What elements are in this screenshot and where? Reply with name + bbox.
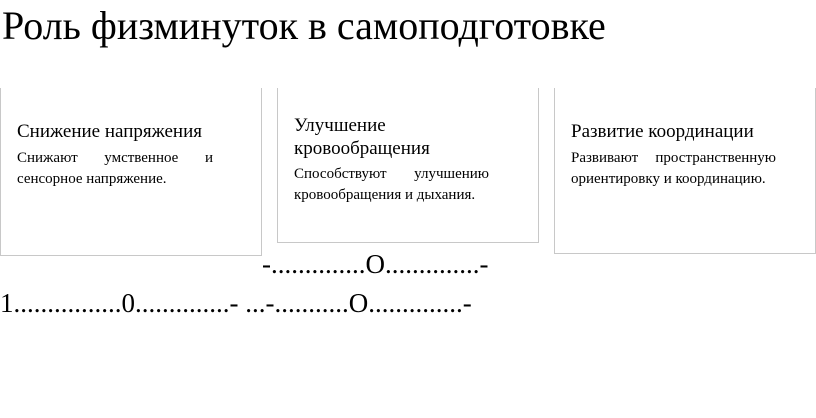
card-text: Развивают пространственную ориентировку и координацию. [571,150,776,187]
card-heading: Снижение напряжения [17,121,202,142]
card-heading: Улучшение кровообращения [294,115,430,159]
card-stress-reduction [0,88,262,256]
card-coordination [554,88,816,254]
slide-title: Роль физминуток в самоподготовке [2,3,606,48]
dotted-line-2: 1................0..............- ...-...........О..............- [0,288,472,318]
card-heading: Развитие координации [571,121,754,142]
card-text: Способствуют улучшению кровообращения и дыхания. [294,166,489,203]
dotted-line-1: -..............О..............- [262,249,489,279]
card-text: Снижают умственное и сенсорное напряжение. [17,150,213,187]
card-circulation [277,88,539,243]
